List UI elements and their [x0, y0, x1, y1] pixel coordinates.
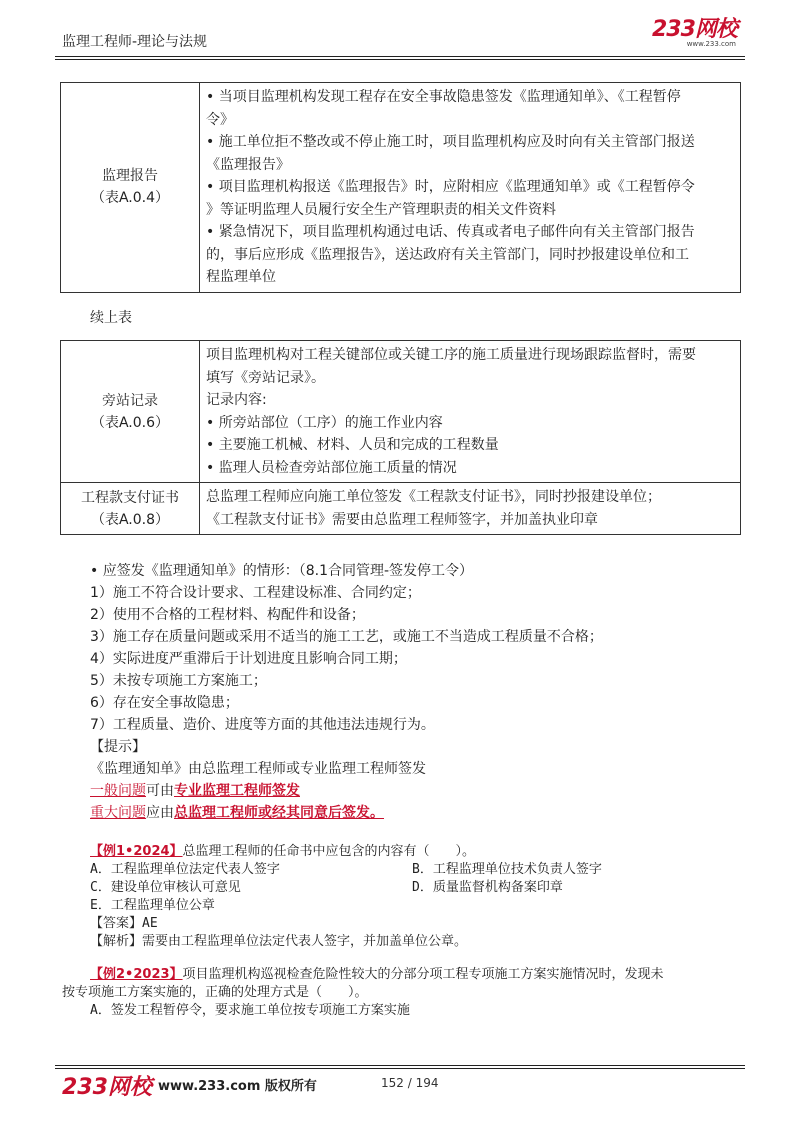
table-row [61, 83, 741, 293]
content-line: 令》 [206, 111, 234, 128]
content-line: 记录内容: [206, 392, 267, 408]
list-item: 5）未按专项施工方案施工； [90, 673, 267, 689]
header-rule-thin [55, 59, 745, 60]
example-tag: 【例1•2024】 [90, 844, 183, 859]
content-line: 《监理报告》 [206, 156, 290, 173]
list-item: 3）施工存在质量问题或采用不适当的施工工艺，或施工不当造成工程质量不合格； [90, 629, 603, 645]
records-table [60, 340, 741, 535]
content-line: • 当项目监理机构发现工程存在安全事故隐患签发《监理通知单》、《工程暂停 [206, 89, 681, 105]
content-line: 《工程款支付证书》需要由总监理工程师签字，并加盖执业印章 [206, 511, 598, 528]
content-line: 填写《旁站记录》。 [206, 369, 325, 386]
label-name: 旁站记录 [102, 392, 158, 409]
example-2-question-cont: 按专项施工方案实施的，正确的处理方式是（ ）。 [62, 985, 368, 1000]
question-text: 项目监理机构巡视检查危险性较大的分部分项工程专项施工方案实施情况时，发现未 [182, 967, 664, 982]
analysis-line: 【解析】需要由工程监理单位法定代表人签字，并加盖单位公章。 [90, 934, 468, 949]
content-line: 程监理单位 [206, 269, 276, 285]
content-line: • 主要施工机械、材料、人员和完成的工程数量 [206, 437, 499, 453]
list-item: 6）存在安全事故隐患； [90, 695, 239, 711]
label-code: （表A.0.6） [90, 414, 170, 431]
option-a: A．工程监理单位法定代表人签字 [90, 862, 280, 877]
label-name: 监理报告 [102, 168, 158, 185]
row-label [61, 83, 200, 293]
major-issue-connector: 应由 [146, 805, 174, 821]
content-line: • 施工单位拒不整改或不停止施工时，项目监理机构应及时向有关主管部门报送 [206, 134, 695, 150]
content-line: • 紧急情况下，项目监理机构通过电话、传真或者电子邮件向有关主管部门报告 [206, 224, 695, 240]
general-issue-line [90, 780, 603, 802]
tip-line: 《监理通知单》由总监理工程师或专业监理工程师签发 [90, 761, 426, 777]
page-number: 152 / 194 [381, 1076, 439, 1090]
general-issue-connector: 可由 [146, 783, 174, 799]
report-table [60, 82, 741, 293]
option-b: B．工程监理单位技术负责人签字 [412, 862, 602, 877]
list-item: 1）施工不符合设计要求、工程建设标准、合同约定； [90, 585, 421, 601]
table-row [61, 341, 741, 483]
footer-logo[interactable]: 233网校 [62, 1075, 152, 1100]
general-issue-term: 一般问题 [90, 783, 146, 799]
notice-list [90, 560, 603, 824]
list-item: 7）工程质量、造价、进度等方面的其他违法违规行为。 [90, 717, 435, 733]
label-code: （表A.0.8） [90, 511, 170, 528]
major-issue-signer: 总监理工程师或经其同意后签发。 [174, 805, 384, 821]
content-line: • 所旁站部位（工序）的施工作业内容 [206, 414, 443, 431]
major-issue-line [90, 802, 603, 824]
question-text: 总监理工程师的任命书中应包含的内容有（ ）。 [182, 844, 476, 859]
header-title: 监理工程师-理论与法规 [62, 34, 208, 50]
list-item: 4）实际进度严重滞后于计划进度且影响合同工期； [90, 651, 407, 667]
content-line: 项目监理机构对工程关键部位或关键工序的施工质量进行现场跟踪监督时，需要 [206, 347, 696, 363]
row-content [200, 341, 741, 483]
example-1-question [90, 843, 475, 860]
logo-text: 233网校 [652, 17, 737, 42]
list-item: 2）使用不合格的工程材料、构配件和设备； [90, 607, 365, 623]
row-label [61, 341, 200, 483]
answer-line: 【答案】AE [90, 916, 158, 931]
option-d: D．质量监督机构备案印章 [412, 880, 563, 895]
footer-rule [55, 1065, 745, 1066]
option-e: E．工程监理单位公章 [90, 898, 215, 913]
table-row [61, 483, 741, 535]
content-line: 总监理工程师应向施工单位签发《工程款支付证书》，同时抄报建设单位； [206, 489, 661, 505]
content-line: 的，事后应形成《监理报告》，送达政府有关主管部门，同时抄报建设单位和工 [206, 246, 689, 263]
option-c: C．建设单位审核认可意见 [90, 880, 241, 895]
row-content [200, 83, 741, 293]
content-line: • 监理人员检查旁站部位施工质量的情况 [206, 459, 457, 476]
label-name: 工程款支付证书 [81, 489, 179, 506]
row-content [200, 483, 741, 535]
example-2-option-a: A．签发工程暂停令，要求施工单位按专项施工方案实施 [90, 1003, 410, 1018]
footer-copyright: www.233.com 版权所有 [158, 1079, 317, 1094]
example-2-question [90, 966, 664, 983]
logo-site: www.233.com [686, 40, 736, 48]
example-tag: 【例2•2023】 [90, 967, 183, 982]
notice-intro: • 应签发《监理通知单》的情形：（8.1合同管理-签发停工令） [90, 563, 474, 579]
brand-logo[interactable] [652, 18, 742, 52]
content-line: • 项目监理机构报送《监理报告》时，应附相应《监理通知单》或《工程暂停令 [206, 179, 695, 195]
major-issue-term: 重大问题 [90, 805, 146, 821]
footer-rule-thin [55, 1068, 745, 1069]
content-line: 》等证明监理人员履行安全生产管理职责的相关文件资料 [206, 201, 556, 218]
tip-title: 【提示】 [90, 739, 146, 755]
label-code: （表A.0.4） [90, 190, 170, 207]
continued-label: 续上表 [90, 310, 132, 326]
header-rule [55, 56, 745, 57]
row-label [61, 483, 200, 535]
general-issue-signer: 专业监理工程师签发 [174, 783, 300, 799]
